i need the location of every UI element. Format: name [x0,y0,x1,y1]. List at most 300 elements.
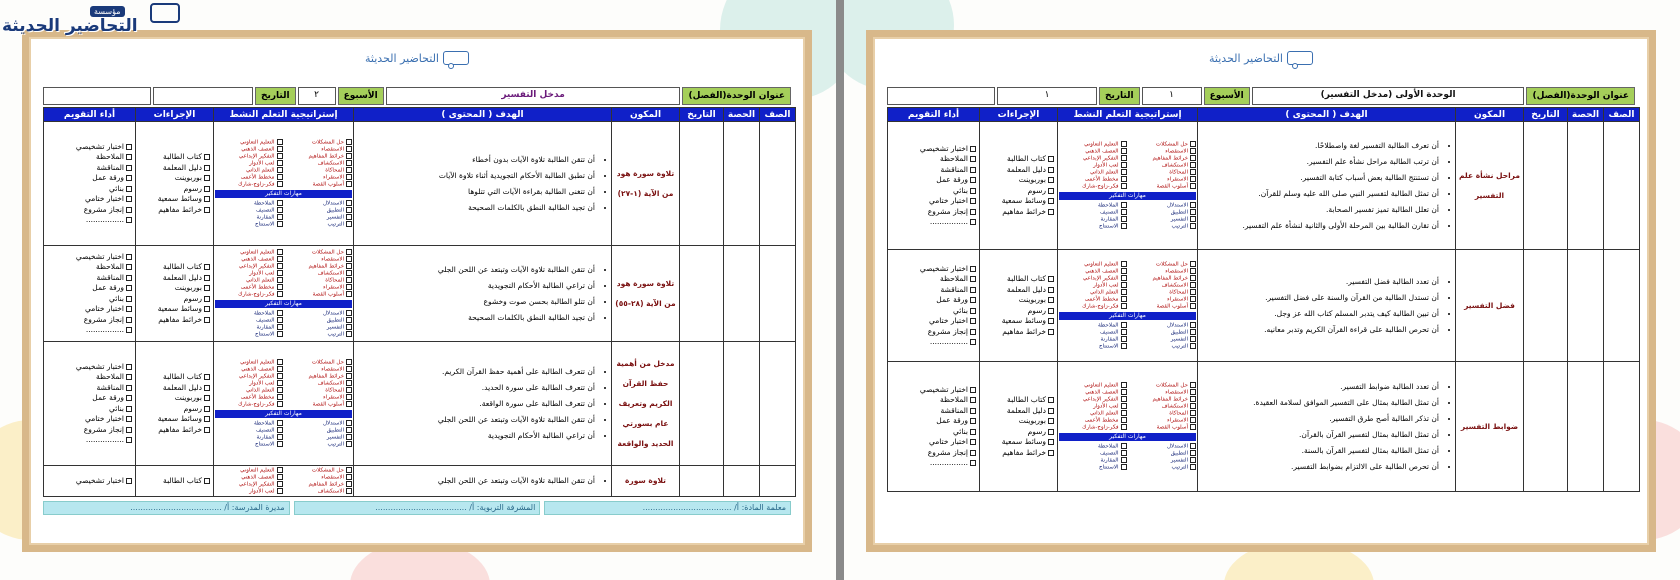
checkbox[interactable] [970,339,976,345]
checkbox[interactable] [1048,167,1054,173]
checkbox[interactable] [346,380,352,386]
checkbox[interactable] [204,165,210,171]
strategy-item [285,146,353,153]
evaluation-item [888,264,979,275]
checkbox[interactable] [1190,329,1196,335]
checkbox[interactable] [346,146,352,152]
date-label: التاريخ [255,87,296,105]
strategy-item [215,291,283,298]
checkbox[interactable] [970,198,976,204]
evaluation-item-label: الملاحظة [96,262,124,271]
procedure-item [980,154,1057,165]
checkbox[interactable] [1190,424,1196,430]
strategy-item [1059,155,1127,162]
checkbox[interactable] [970,276,976,282]
checkbox[interactable] [346,256,352,262]
checkbox[interactable] [1190,216,1196,222]
checkbox[interactable] [277,200,283,206]
checkbox[interactable] [1190,202,1196,208]
procedure-item [980,437,1057,448]
checkbox[interactable] [1190,322,1196,328]
checkbox[interactable] [346,277,352,283]
checkbox[interactable] [277,291,283,297]
checkbox[interactable] [1121,223,1127,229]
checkbox[interactable] [346,139,352,145]
checkbox[interactable] [126,306,132,312]
checkbox[interactable] [126,175,132,181]
checkbox[interactable] [1190,141,1196,147]
checkbox[interactable] [126,395,132,401]
checkbox[interactable] [126,437,132,443]
checkbox[interactable] [277,284,283,290]
checkbox[interactable] [346,181,352,187]
checkbox[interactable] [126,186,132,192]
checkbox[interactable] [346,174,352,180]
checkbox[interactable] [126,207,132,213]
checkbox[interactable] [1190,209,1196,215]
checkbox[interactable] [1121,322,1127,328]
checkbox[interactable] [277,366,283,372]
skill-item [215,427,283,434]
checkbox[interactable] [277,310,283,316]
checkbox[interactable] [1121,148,1127,154]
checkbox[interactable] [126,275,132,281]
evaluation-item-label: بنائي [953,426,968,436]
checkbox[interactable] [1048,287,1054,293]
checkbox[interactable] [346,373,352,379]
checkbox[interactable] [277,153,283,159]
checkbox[interactable] [1048,450,1054,456]
checkbox[interactable] [126,196,132,202]
checkbox[interactable] [1048,308,1054,314]
checkbox[interactable] [1121,169,1127,175]
checkbox[interactable] [204,275,210,281]
checkbox[interactable] [126,296,132,302]
checkbox[interactable] [1048,297,1054,303]
skill-item [1129,209,1197,216]
strategy-label: التعلم الذاتي [1090,410,1119,417]
evaluation-item-label: اختبار ختامي [929,316,968,325]
skill-label: الترتيب [327,221,344,228]
strategy-label: العصف الذهني [241,474,275,481]
checkbox[interactable] [346,249,352,255]
checkbox[interactable] [1190,336,1196,342]
checkbox[interactable] [1190,268,1196,274]
strategy-label: الاستقصاء [321,146,344,153]
checkbox[interactable] [970,209,976,215]
checkbox[interactable] [1190,155,1196,161]
strategy-label: الاستكشاف [1161,282,1188,289]
checkbox[interactable] [277,167,283,173]
checkbox[interactable] [204,317,210,323]
checkbox[interactable] [1048,329,1054,335]
checkbox[interactable] [1121,155,1127,161]
strategy-item [1059,303,1127,310]
checkbox[interactable] [1048,177,1054,183]
checkbox[interactable] [1121,216,1127,222]
checkbox[interactable] [1121,268,1127,274]
checkbox[interactable] [970,439,976,445]
checkbox[interactable] [346,467,352,473]
unit-value: الوحدة الأولى (مدخل التفسير) [1252,87,1525,105]
checkbox[interactable] [204,207,210,213]
checkbox[interactable] [1121,141,1127,147]
checkbox[interactable] [970,167,976,173]
checkbox[interactable] [1190,410,1196,416]
evaluation-item-label: اختبار تشخيصي [75,141,124,151]
checkbox[interactable] [277,359,283,365]
page-splitter[interactable] [836,0,844,580]
checkbox[interactable] [126,217,132,223]
checkbox[interactable] [1048,276,1054,282]
evaluation-item [888,337,979,348]
checkbox[interactable] [970,460,976,466]
checkbox[interactable] [277,481,283,487]
checkbox[interactable] [970,387,976,393]
checkbox[interactable] [346,366,352,372]
checkbox[interactable] [1121,443,1127,449]
evaluation-item-label: إنجاز مشروع [83,204,124,214]
checkbox[interactable] [970,188,976,194]
checkbox[interactable] [277,270,283,276]
checkbox[interactable] [346,207,352,213]
checkbox[interactable] [970,177,976,183]
checkbox[interactable] [346,441,352,447]
checkbox[interactable] [970,418,976,424]
checkbox[interactable] [1190,169,1196,175]
checkbox[interactable] [1121,403,1127,409]
skill-label: الملاحظة [1097,443,1119,450]
checkbox[interactable] [204,186,210,192]
checkbox[interactable] [126,144,132,150]
skills-grid [215,420,352,448]
checkbox[interactable] [1121,209,1127,215]
checkbox[interactable] [1048,156,1054,162]
checkbox[interactable] [204,264,210,270]
checkbox[interactable] [277,146,283,152]
checkbox[interactable] [277,317,283,323]
checkbox[interactable] [126,264,132,270]
checkbox[interactable] [1121,275,1127,281]
strategy-cell [214,246,354,342]
checkbox[interactable] [204,285,210,291]
checkbox[interactable] [126,364,132,370]
checkbox[interactable] [126,254,132,260]
checkbox[interactable] [1190,417,1196,423]
checkbox[interactable] [126,385,132,391]
strategy-label: الاستكشاف [317,160,344,167]
checkbox[interactable] [126,165,132,171]
checkbox[interactable] [277,373,283,379]
procedure-item [980,196,1057,207]
checkbox[interactable] [1121,410,1127,416]
checkbox[interactable] [1121,296,1127,302]
checkbox[interactable] [1121,464,1127,470]
checkbox[interactable] [1121,450,1127,456]
checkbox[interactable] [277,214,283,220]
checkbox[interactable] [277,249,283,255]
strategy-item [1059,268,1127,275]
strategy-label: أسلوب القصة [312,401,344,408]
checkbox[interactable] [277,174,283,180]
checkbox[interactable] [277,441,283,447]
procedure-item-label: كتاب الطالبة [163,262,202,271]
checkbox[interactable] [277,221,283,227]
checkbox[interactable] [204,478,210,484]
checkbox[interactable] [277,394,283,400]
evaluation-item [888,327,979,338]
evaluation-item [888,154,979,165]
skill-label: التفسير [1170,216,1188,223]
checkbox[interactable] [970,266,976,272]
checkbox[interactable] [1048,439,1054,445]
checkbox[interactable] [126,154,132,160]
checkbox[interactable] [346,270,352,276]
procedure-item-label: كتاب الطالبة [1007,274,1046,283]
checkbox[interactable] [1190,457,1196,463]
strategy-item [215,263,283,270]
checkbox[interactable] [204,196,210,202]
evaluation-item-label: ورقة عمل [92,173,124,182]
strategy-item [285,153,353,160]
checkbox[interactable] [970,297,976,303]
checkbox[interactable] [346,401,352,407]
bus-logo-icon [150,3,180,23]
checkbox[interactable] [346,284,352,290]
strategy-item [1129,424,1197,431]
checkbox[interactable] [1190,176,1196,182]
checkbox[interactable] [1121,289,1127,295]
checkbox[interactable] [1121,343,1127,349]
checkbox[interactable] [1190,183,1196,189]
checkbox[interactable] [204,416,210,422]
checkbox[interactable] [346,420,352,426]
checkbox[interactable] [1190,403,1196,409]
checkbox[interactable] [1048,397,1054,403]
strategy-item [285,373,353,380]
checkbox[interactable] [346,481,352,487]
checkbox[interactable] [346,200,352,206]
procedure-item-label: دليل المعلمة [1006,405,1046,415]
checkbox[interactable] [277,401,283,407]
checkbox[interactable] [346,214,352,220]
checkbox[interactable] [277,160,283,166]
checkbox[interactable] [1121,261,1127,267]
checkbox[interactable] [1048,188,1054,194]
checkbox[interactable] [970,450,976,456]
checkbox[interactable] [970,408,976,414]
checkbox[interactable] [1190,396,1196,402]
checkbox[interactable] [1190,275,1196,281]
checkbox[interactable] [1121,176,1127,182]
checkbox[interactable] [1121,329,1127,335]
checkbox[interactable] [1190,343,1196,349]
checkbox[interactable] [204,395,210,401]
checkbox[interactable] [346,167,352,173]
procedures-cell [980,250,1058,362]
checkbox[interactable] [1190,289,1196,295]
checkbox[interactable] [346,488,352,494]
checkbox[interactable] [1121,162,1127,168]
checkbox[interactable] [970,318,976,324]
checkbox[interactable] [970,156,976,162]
checkbox[interactable] [346,387,352,393]
checkbox[interactable] [346,394,352,400]
evaluation-item [888,207,979,218]
checkbox[interactable] [346,221,352,227]
checkbox[interactable] [970,429,976,435]
checkbox[interactable] [1121,336,1127,342]
checkbox[interactable] [970,146,976,152]
strategy-item [285,291,353,298]
checkbox[interactable] [346,160,352,166]
checkbox[interactable] [126,427,132,433]
checkbox[interactable] [1190,223,1196,229]
checkbox[interactable] [1121,424,1127,430]
checkbox[interactable] [126,406,132,412]
checkbox[interactable] [204,406,210,412]
checkbox[interactable] [126,327,132,333]
strategy-label: أسلوب القصة [1156,183,1188,190]
skill-item [285,420,353,427]
checkbox[interactable] [346,434,352,440]
checkbox[interactable] [1121,417,1127,423]
col-grade: الصف [1604,108,1640,122]
checkbox[interactable] [204,374,210,380]
evaluation-item-label: إنجاز مشروع [927,447,968,457]
strategy-item [1129,155,1197,162]
checkbox[interactable] [346,427,352,433]
checkbox[interactable] [204,296,210,302]
procedure-item-label: خرائط مفاهيم [158,204,202,214]
checkbox[interactable] [126,416,132,422]
checkbox[interactable] [1190,162,1196,168]
checkbox[interactable] [1190,464,1196,470]
skill-label: الاستنتاج [1099,343,1119,350]
checkbox[interactable] [346,317,352,323]
checkbox[interactable] [1190,296,1196,302]
checkbox[interactable] [970,287,976,293]
skill-label: التصنيف [1099,329,1119,336]
skill-item [1129,329,1197,336]
checkbox[interactable] [1190,450,1196,456]
checkbox[interactable] [126,374,132,380]
skill-label: الاستنتاج [255,221,275,228]
checkbox[interactable] [277,387,283,393]
procedure-item-label: دليل المعلمة [1006,284,1046,294]
checkbox[interactable] [1048,429,1054,435]
checkbox[interactable] [1121,389,1127,395]
evaluation-item-label: ................ [929,337,968,346]
goals-cell [1198,122,1456,250]
checkbox[interactable] [346,291,352,297]
checkbox[interactable] [277,380,283,386]
checkbox[interactable] [1190,148,1196,154]
checkbox[interactable] [1048,418,1054,424]
checkbox[interactable] [204,175,210,181]
checkbox[interactable] [346,153,352,159]
checkbox[interactable] [1121,382,1127,388]
checkbox[interactable] [1121,457,1127,463]
checkbox[interactable] [1121,202,1127,208]
strategy-item [285,284,353,291]
checkbox[interactable] [277,488,283,494]
checkbox[interactable] [1048,198,1054,204]
strategy-label: حل المشكلات [1155,141,1188,148]
checkbox[interactable] [126,317,132,323]
checkbox[interactable] [1121,183,1127,189]
checkbox[interactable] [204,385,210,391]
checkbox[interactable] [204,306,210,312]
checkbox[interactable] [1048,209,1054,215]
checkbox[interactable] [126,478,132,484]
checkbox[interactable] [1190,261,1196,267]
checkbox[interactable] [346,310,352,316]
date-value: ١ [997,87,1097,105]
checkbox[interactable] [346,324,352,330]
checkbox[interactable] [277,324,283,330]
strategy-label: الاستقراء [1167,417,1188,424]
checkbox[interactable] [1121,303,1127,309]
checkbox[interactable] [1190,382,1196,388]
checkbox[interactable] [277,467,283,473]
checkbox[interactable] [277,474,283,480]
checkbox[interactable] [277,277,283,283]
evaluation-item-label: اختبار تشخيصي [75,475,124,485]
checkbox[interactable] [970,219,976,225]
goal-item: • أن تعلل الطالبة تميز تفسير الصحابة. [1198,202,1439,218]
checkbox[interactable] [970,308,976,314]
checkbox[interactable] [346,263,352,269]
checkbox[interactable] [1190,443,1196,449]
checkbox[interactable] [277,139,283,145]
checkbox[interactable] [277,420,283,426]
checkbox[interactable] [1048,318,1054,324]
checkbox[interactable] [277,263,283,269]
strategy-label: التعليم التعاوني [240,139,275,146]
evaluation-cell [888,362,980,492]
checkbox[interactable] [1048,408,1054,414]
checkbox[interactable] [1121,396,1127,402]
checkbox[interactable] [1121,282,1127,288]
checkbox[interactable] [204,427,210,433]
checkbox[interactable] [204,154,210,160]
checkbox[interactable] [277,331,283,337]
checkbox[interactable] [126,285,132,291]
procedure-item [136,476,213,487]
checkbox[interactable] [277,434,283,440]
strategy-item [1129,282,1197,289]
procedure-item [980,416,1057,427]
checkbox[interactable] [277,207,283,213]
empty-cell [760,122,796,246]
checkbox[interactable] [277,181,283,187]
checkbox[interactable] [1190,303,1196,309]
checkbox[interactable] [346,474,352,480]
strategy-item [215,256,283,263]
checkbox[interactable] [277,256,283,262]
checkbox[interactable] [1190,389,1196,395]
checkbox[interactable] [970,329,976,335]
checkbox[interactable] [1190,282,1196,288]
checkbox[interactable] [970,397,976,403]
component-cell: مراحل نشأة علم التفسير [1456,122,1524,250]
strategy-label: خرائط المفاهيم [1152,275,1188,282]
checkbox[interactable] [277,427,283,433]
checkbox[interactable] [346,359,352,365]
evaluation-item [888,144,979,155]
checkbox[interactable] [346,331,352,337]
